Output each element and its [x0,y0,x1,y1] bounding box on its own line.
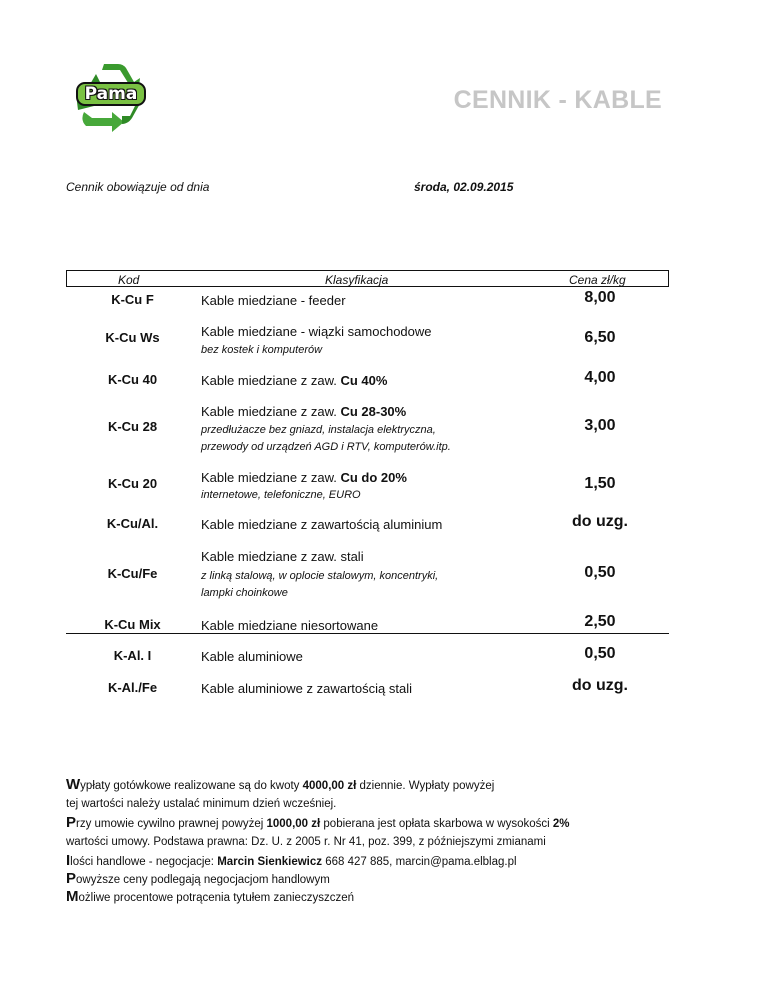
logo-text: Pama [76,82,146,106]
row-description: Kable miedziane - wiązki samochodowe [201,324,432,339]
row-code: K-Cu F [111,292,154,307]
row-description: Kable miedziane z zawartością aluminium [201,517,443,532]
header-cena: Cena zł/kg [569,273,626,287]
row-subdescription: przewody od urządzeń AGD i RTV, komputerów.itp. [201,441,451,453]
row-subdescription: internetowe, telefoniczne, EURO [201,489,361,501]
header-kod: Kod [118,273,140,287]
note-negotiation: Powyższe ceny podlegają negocjacjom handlowym [66,870,330,887]
row-description: Kable aluminiowe [201,649,303,664]
note-contract-cont: wartości umowy. Podstawa prawna: Dz. U. z 2005 r. Nr 41, poz. 399, z późniejszymi zmianami [66,836,546,848]
row-price: 1,50 [584,475,616,492]
row-description: Kable miedziane z zaw. Cu 40% [201,373,388,388]
row-subdescription: przedłużacze bez gniazd, instalacja elektryczna, [201,424,436,436]
row-price: 6,50 [584,329,616,346]
row-price: 0,50 [584,645,616,662]
row-code: K-Cu 40 [107,372,158,387]
note-payments-cont: tej wartości należy ustalać minimum dzień wcześniej. [66,798,337,810]
row-code: K-Cu 20 [107,476,158,491]
row-description: Kable miedziane z zaw. stali [201,549,364,564]
row-description: Kable miedziane z zaw. Cu do 20% [201,470,407,485]
row-price: 0,50 [584,564,616,581]
row-price: do uzg. [572,677,628,694]
valid-from-date: środa, 02.09.2015 [414,180,514,194]
row-price: 4,00 [584,369,616,386]
note-deductions: Możliwe procentowe potrącenia tytułem zanieczyszczeń [66,888,354,905]
row-code: K-Cu Ws [105,330,160,345]
note-contact: Ilości handlowe - negocjacje: Marcin Sienkiewicz 668 427 885, marcin@pama.elblag.pl [66,852,517,869]
row-price: 3,00 [584,417,616,434]
company-logo [72,64,150,134]
row-price: 8,00 [584,289,616,306]
row-code: K-Al./Fe [107,680,158,695]
row-code: K-Cu 28 [107,419,158,434]
row-description: Kable miedziane - feeder [201,293,346,308]
note-payments: Wypłaty gotówkowe realizowane są do kwoty 4000,00 zł dziennie. Wypłaty powyżej [66,776,495,793]
row-price: do uzg. [572,513,628,530]
row-code: K-Cu/Al. [106,516,159,531]
row-subdescription: z linką stalową, w oplocie stalowym, koncentryki, [201,570,439,582]
row-subdescription: bez kostek i komputerów [201,344,323,356]
row-description: Kable miedziane z zaw. Cu 28-30% [201,404,407,419]
header-klasyfikacja: Klasyfikacja [325,273,389,287]
page-title: CENNIK - KABLE [453,86,662,114]
row-subdescription: lampki choinkowe [201,587,288,599]
row-description: Kable aluminiowe z zawartością stali [201,681,412,696]
valid-from-label: Cennik obowiązuje od dnia [66,180,210,194]
row-code: K-Cu Mix [104,617,161,632]
row-description: Kable miedziane niesortowane [201,618,379,633]
note-contract: Przy umowie cywilno prawnej powyżej 1000,00 zł pobierana jest opłata skarbowa w wysokości 2% [66,814,570,831]
row-price: 2,50 [584,613,616,630]
row-code: K-Al. I [113,648,152,663]
row-code: K-Cu/Fe [107,566,158,581]
table-divider [66,633,669,634]
